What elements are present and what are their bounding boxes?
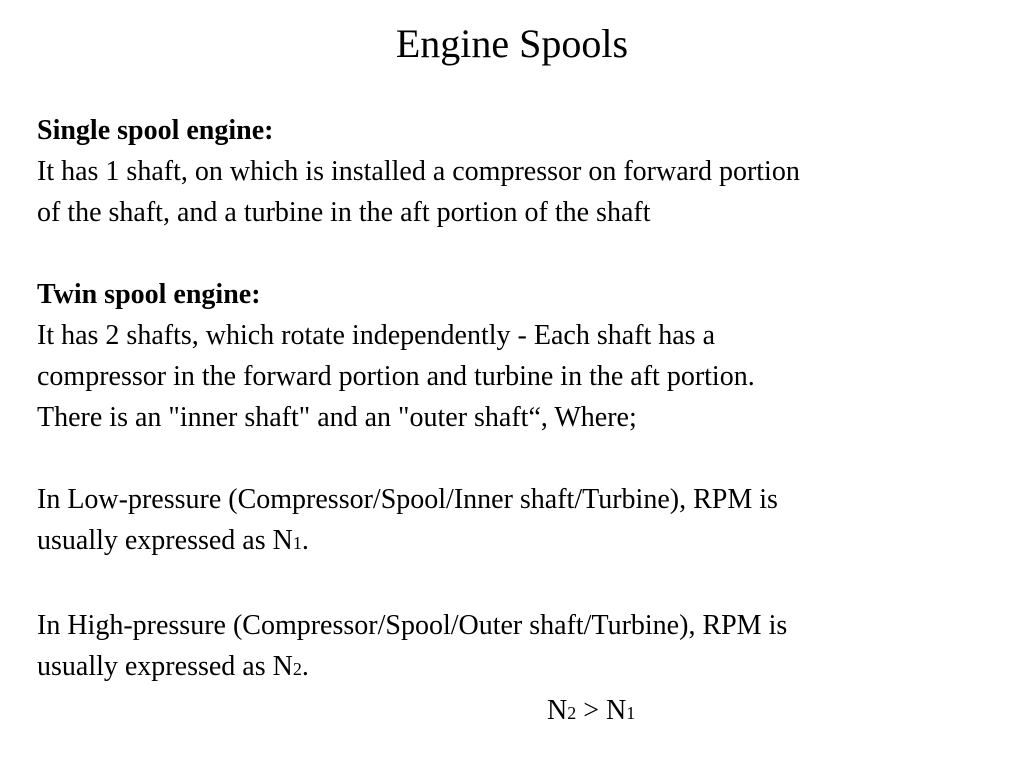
low-pressure-suffix: . (301, 525, 309, 556)
high-pressure-expression-line (37, 646, 997, 690)
spacer (37, 438, 997, 479)
high-pressure-prefix: usually expressed as N (37, 651, 293, 682)
formula-right-subscript: 1 (626, 703, 636, 723)
rpm-comparison-formula (37, 690, 997, 734)
spacer (37, 564, 997, 605)
high-pressure-text-line: In High-pressure (Compressor/Spool/Outer shaft/Turbine), RPM is (37, 610, 788, 641)
n2-subscript: 2 (292, 659, 302, 679)
slide-title: Engine Spools (395, 21, 629, 66)
single-spool-heading: Single spool engine: (37, 115, 274, 146)
high-pressure-suffix: . (301, 651, 309, 682)
low-pressure-prefix: usually expressed as N (37, 525, 293, 556)
slide-body (37, 110, 997, 734)
twin-spool-text-line: compressor in the forward portion and turbine in the aft portion. (37, 361, 755, 392)
formula-left-subscript: 2 (567, 703, 577, 723)
low-pressure-expression-line (37, 520, 997, 564)
twin-spool-text-line: There is an "inner shaft" and an "outer shaft“, Where; (37, 402, 637, 433)
formula-right-base: N (606, 695, 627, 726)
twin-spool-text-line: It has 2 shafts, which rotate independently - Each shaft has a (37, 320, 716, 351)
n1-subscript: 1 (292, 533, 302, 553)
spacer (37, 233, 997, 274)
formula-operator: > (576, 695, 607, 726)
low-pressure-text-line: In Low-pressure (Compressor/Spool/Inner shaft/Turbine), RPM is (37, 484, 778, 515)
single-spool-text-line: It has 1 shaft, on which is installed a compressor on forward portion (37, 156, 800, 187)
single-spool-text-line: of the shaft, and a turbine in the aft portion of the shaft (37, 197, 651, 228)
formula-left-base: N (547, 695, 568, 726)
twin-spool-heading: Twin spool engine: (37, 279, 261, 310)
